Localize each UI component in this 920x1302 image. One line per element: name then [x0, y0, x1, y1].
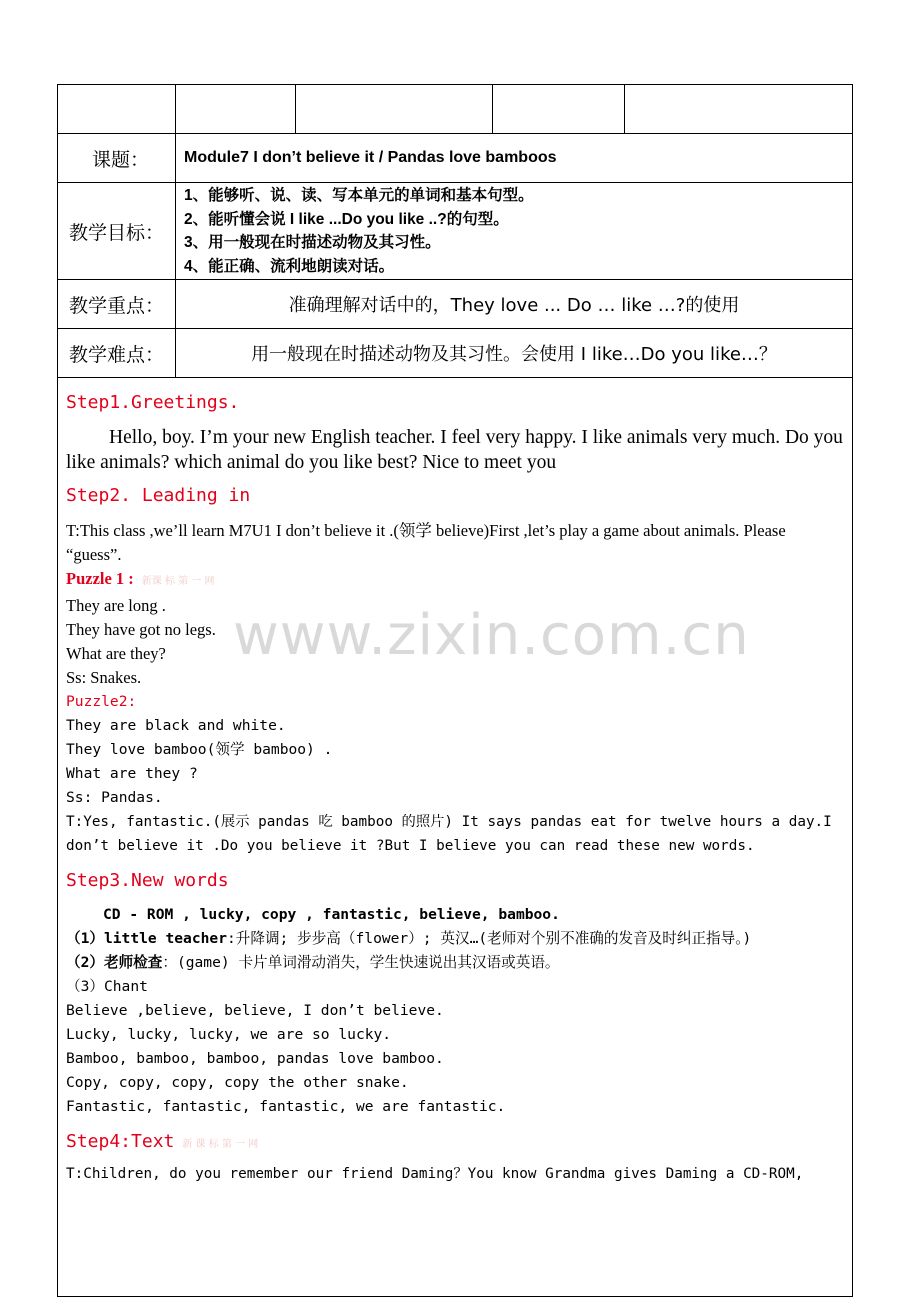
objective-item: 1、能够听、说、读、写本单元的单词和基本句型。 — [184, 187, 534, 204]
chant-line: Lucky, lucky, lucky, we are so lucky. — [66, 1026, 392, 1043]
item1-text: :升降调; 步步高（flower）; 英汉…(老师对个别不准确的发音及时纠正指导。) — [226, 930, 752, 947]
item1-label: （1）little teacher — [66, 930, 227, 947]
header-cell-2 — [176, 85, 296, 134]
header-cell-4 — [493, 85, 625, 134]
key-points-value: 准确理解对话中的，They love ... Do … like …?的使用 — [176, 280, 853, 329]
header-cell-5 — [625, 85, 853, 134]
step3-item1 — [66, 927, 844, 951]
step2-intro: T:This class ,we’ll learn M7U1 I don’t believe it .(领学 believe)First ,let’s play a game about animals. Please “guess”. — [66, 521, 786, 564]
topic-label: 课题： — [58, 134, 176, 183]
objectives-label: 教学目标： — [58, 183, 176, 280]
step4-title: Step4:Text — [66, 1131, 175, 1152]
puzzle1-heading — [66, 567, 844, 594]
objectives-row — [58, 183, 853, 280]
step1-text: Hello, boy. I’m your new English teacher. I feel very happy. I like animals very much. Do you like animals? which animal do you like best? Nice to meet you — [66, 427, 843, 473]
item2-label: （2）老师检查 — [66, 954, 163, 971]
chant-line: Believe ,believe, believe, I don’t believe. — [66, 1002, 444, 1019]
item2-text: ：(game) 卡片单词滑动消失，学生快速说出其汉语或英语。 — [162, 954, 560, 971]
chant-line: Copy, copy, copy, copy the other snake. — [66, 1074, 409, 1091]
puzzle1-title: Puzzle 1 : — [66, 569, 134, 588]
step4-faint-text: 新 课 标 第 一 网 — [182, 1139, 259, 1150]
difficulties-row — [58, 329, 853, 378]
puzzle1-line: They are long . — [66, 596, 166, 615]
step3-item3: （3）Chant — [66, 978, 148, 995]
key-points-row — [58, 280, 853, 329]
chant-line: Bamboo, bamboo, bamboo, pandas love bamboo. — [66, 1050, 444, 1067]
objective-item: 2、能听懂会说 I like ...Do you like ..?的句型。 — [184, 210, 509, 228]
header-cell-3 — [296, 85, 493, 134]
chant-line: Fantastic, fantastic, fantastic, we are fantastic. — [66, 1098, 506, 1115]
header-row — [58, 85, 853, 134]
new-words: CD - ROM , lucky, copy , fantastic, believe, bamboo. — [103, 906, 560, 923]
puzzle2-line: They are black and white. — [66, 717, 286, 734]
key-points-label: 教学重点： — [58, 280, 176, 329]
step4-heading — [66, 1131, 844, 1152]
step4-line: T:Children, do you remember our friend Daming？You know Grandma gives Daming a CD-ROM, — [66, 1166, 804, 1182]
body-row — [58, 378, 853, 1297]
puzzle2-line: Ss: Pandas. — [66, 789, 163, 806]
puzzle1-line: They have got no legs. — [66, 620, 216, 639]
puzzle1-line: Ss: Snakes. — [66, 668, 142, 687]
step3-item2 — [66, 951, 844, 975]
puzzle2-line: They love bamboo(领学 bamboo) . — [66, 741, 333, 758]
puzzle2-title: Puzzle2: — [66, 693, 137, 710]
puzzle2-line: What are they ? — [66, 765, 198, 782]
puzzle1-faint-text: 新课 标 第 一 网 — [141, 576, 215, 587]
puzzle2-tail: T:Yes, fantastic.(展示 pandas 吃 bamboo 的照片) It says pandas eat for twelve hours a day.I don’t believe it .Do you believe it ?But I believe you can read these new words. — [66, 814, 832, 854]
step3-title: Step3.New words — [66, 870, 229, 891]
lesson-plan-table — [57, 84, 853, 1297]
step2-title: Step2. Leading in — [66, 485, 251, 506]
puzzle1-line: What are they? — [66, 644, 166, 663]
difficulties-value: 用一般现在时描述动物及其习性。会使用 I like…Do you like…？ — [176, 329, 853, 378]
objectives-list — [176, 183, 853, 280]
objective-item: 4、能正确、流利地朗读对话。 — [184, 257, 395, 275]
lesson-body — [58, 378, 853, 1297]
objective-item: 3、用一般现在时描述动物及其习性。 — [184, 234, 441, 251]
topic-row — [58, 134, 853, 183]
header-cell-1 — [58, 85, 176, 134]
difficulties-label: 教学难点： — [58, 329, 176, 378]
watermark: www.zixin.com.cn — [233, 603, 750, 668]
topic-value: Module7 I don’t believe it / Pandas love bamboos — [176, 134, 853, 183]
step1-title: Step1.Greetings. — [66, 392, 240, 413]
